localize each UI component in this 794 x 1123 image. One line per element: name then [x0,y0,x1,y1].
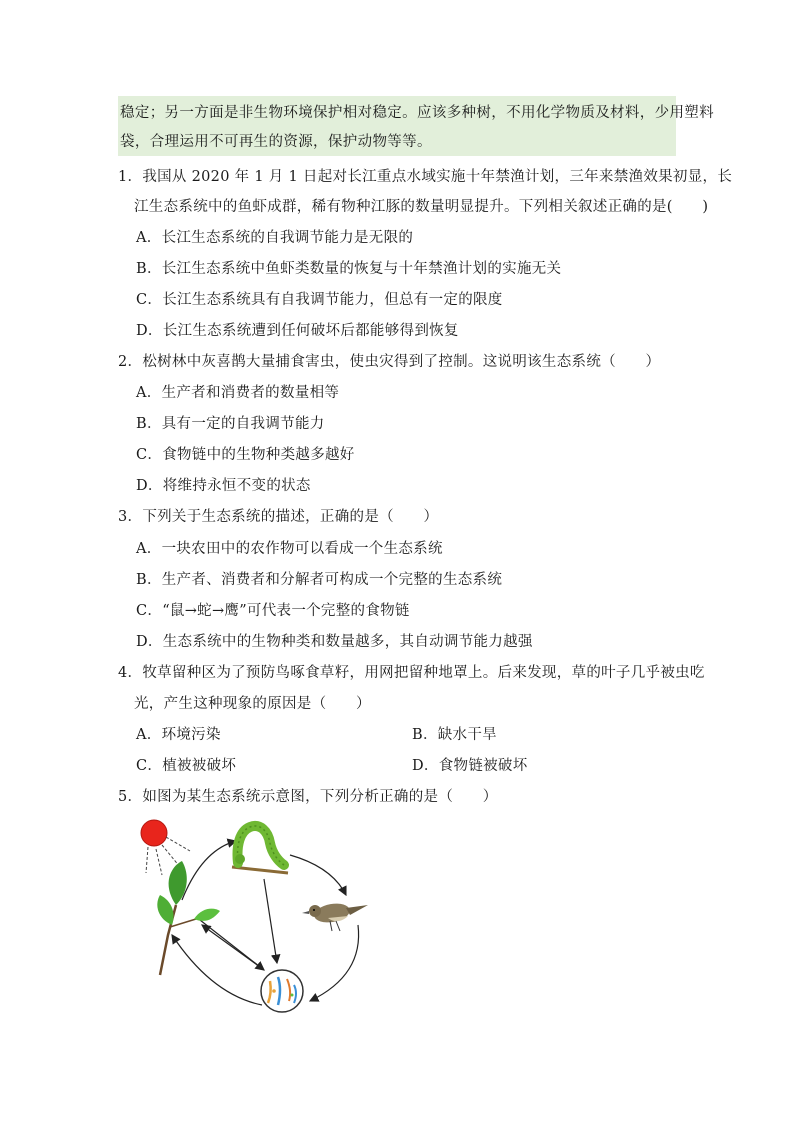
q2-option-a: A．生产者和消费者的数量相等 [136,385,340,401]
q3-option-d: D．生态系统中的生物种类和数量越多，其自动调节能力越强 [136,634,533,650]
q1-option-b: B．长江生态系统中鱼虾类数量的恢复与十年禁渔计划的实施无关 [136,261,562,277]
caterpillar-icon [232,826,288,873]
decomposer-icon [261,970,303,1012]
q3-stem-line-1: 3．下列关于生态系统的描述，正确的是（ ） [118,509,439,525]
q1-stem-line-1: 1．我国从 2020 年 1 月 1 日起对长江重点水域实施十年禁渔计划，三年来禁渔效果初显，长 [118,169,733,185]
q1-stem-line-2: 江生态系统中的鱼虾成群，稀有物种江豚的数量明显提升。下列相关叙述正确的是( ) [134,199,709,215]
q2-option-b: B．具有一定的自我调节能力 [136,416,325,432]
analysis-line-2: 袋，合理运用不可再生的资源，保护动物等等。 [120,134,432,150]
q5-stem-line-1: 5．如图为某生态系统示意图，下列分析正确的是（ ） [118,789,498,805]
q4-option-c: C．植被被破坏 [136,758,237,774]
q3-option-b: B．生产者、消费者和分解者可构成一个完整的生态系统 [136,572,503,588]
q2-stem-line-1: 2．松树林中灰喜鹊大量捕食害虫，使虫灾得到了控制。这说明该生态系统（ ） [118,354,661,370]
q4-option-b: B．缺水干旱 [412,727,497,743]
q4-stem-line-2: 光，产生这种现象的原因是（ ） [134,696,371,712]
analysis-line-1: 稳定；另一方面是非生物环境保护相对稳定。应该多种树，不用化学物质及材料，少用塑料 [120,105,714,121]
q2-option-d: D．将维持永恒不变的状态 [136,478,311,494]
q2-option-c: C．食物链中的生物种类越多越好 [136,447,355,463]
q4-option-d: D．食物链被破坏 [412,758,528,774]
q3-option-a: A．一块农田中的农作物可以看成一个生态系统 [136,541,443,557]
q1-option-c: C．长江生态系统具有自我调节能力，但总有一定的限度 [136,292,503,308]
q4-stem-line-1: 4．牧草留种区为了预防鸟啄食草籽，用网把留种地罩上。后来发现，草的叶子几乎被虫吃 [118,665,705,681]
q1-option-d: D．长江生态系统遭到任何破坏后都能够得到恢复 [136,323,459,339]
q3-option-c: C．“鼠→蛇→鹰”可代表一个完整的食物链 [136,603,410,619]
ecosystem-diagram [132,815,382,1020]
q4-option-a: A．环境污染 [136,727,221,743]
q1-option-a: A．长江生态系统的自我调节能力是无限的 [136,230,414,246]
